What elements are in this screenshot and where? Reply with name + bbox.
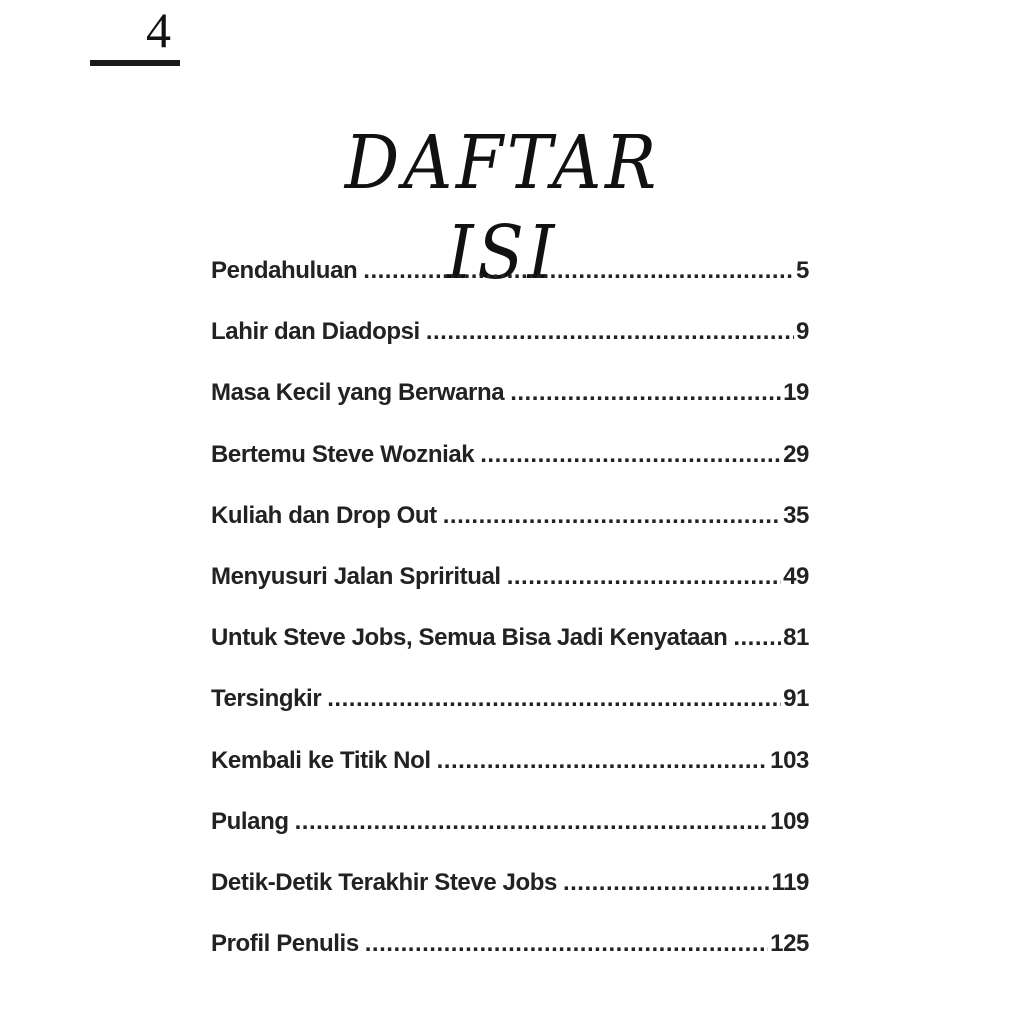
toc-entry-title: Menyusuri Jalan Spriritual <box>211 562 501 590</box>
toc-entry-page: 19 <box>783 379 809 407</box>
toc-dot-leader <box>480 434 781 476</box>
toc-entry-title: Untuk Steve Jobs, Semua Bisa Jadi Kenyataan <box>211 624 728 652</box>
toc-entry-title: Detik-Detik Terakhir Steve Jobs <box>211 868 557 896</box>
toc-entry-page: 35 <box>783 501 809 529</box>
toc-entry-page: 49 <box>783 562 809 590</box>
toc-entry-page: 125 <box>770 930 809 958</box>
toc-entry <box>211 434 809 495</box>
toc-dot-leader <box>426 311 794 353</box>
toc-entry-page: 29 <box>783 440 809 468</box>
toc-entry <box>211 801 809 862</box>
page-number-rule <box>90 60 180 66</box>
toc-dot-leader <box>443 495 781 537</box>
toc-entry <box>211 740 809 801</box>
table-of-contents <box>211 250 809 984</box>
toc-dot-leader <box>295 801 769 843</box>
toc-dot-leader <box>365 923 768 965</box>
toc-entry-title: Pulang <box>211 807 289 835</box>
toc-entry <box>211 923 809 984</box>
toc-entry <box>211 556 809 617</box>
toc-entry <box>211 311 809 372</box>
toc-dot-leader <box>437 740 769 782</box>
toc-entry-title: Profil Penulis <box>211 930 359 958</box>
toc-entry-page: 5 <box>796 257 809 284</box>
toc-entry-page: 119 <box>771 868 809 896</box>
toc-entry <box>211 495 809 556</box>
toc-dot-leader <box>363 250 794 292</box>
toc-entry-title: Bertemu Steve Wozniak <box>211 440 475 468</box>
toc-dot-leader <box>510 372 781 414</box>
toc-entry <box>211 862 809 923</box>
toc-entry-title: Kuliah dan Drop Out <box>211 501 437 529</box>
toc-entry <box>211 372 809 433</box>
toc-entry <box>211 678 809 739</box>
toc-entry-title: Pendahuluan <box>211 257 358 284</box>
toc-dot-leader <box>563 862 770 904</box>
toc-entry-page: 109 <box>770 807 809 835</box>
toc-entry-title: Kembali ke Titik Nol <box>211 746 431 774</box>
page-number: 4 <box>146 2 171 58</box>
toc-entry-title: Lahir dan Diadopsi <box>211 318 420 346</box>
page-title: DAFTAR ISI <box>344 119 660 296</box>
toc-dot-leader <box>507 556 781 598</box>
toc-entry <box>211 250 809 311</box>
toc-entry-page: 91 <box>783 685 809 713</box>
toc-entry-title: Tersingkir <box>211 685 322 713</box>
toc-entry-page: 103 <box>770 746 809 774</box>
toc-dot-leader <box>327 678 781 720</box>
toc-dot-leader <box>733 617 781 659</box>
toc-entry-page: 9 <box>796 318 809 346</box>
toc-entry-page: 81 <box>783 624 809 652</box>
toc-entry-title: Masa Kecil yang Berwarna <box>211 379 505 407</box>
toc-entry <box>211 617 809 678</box>
